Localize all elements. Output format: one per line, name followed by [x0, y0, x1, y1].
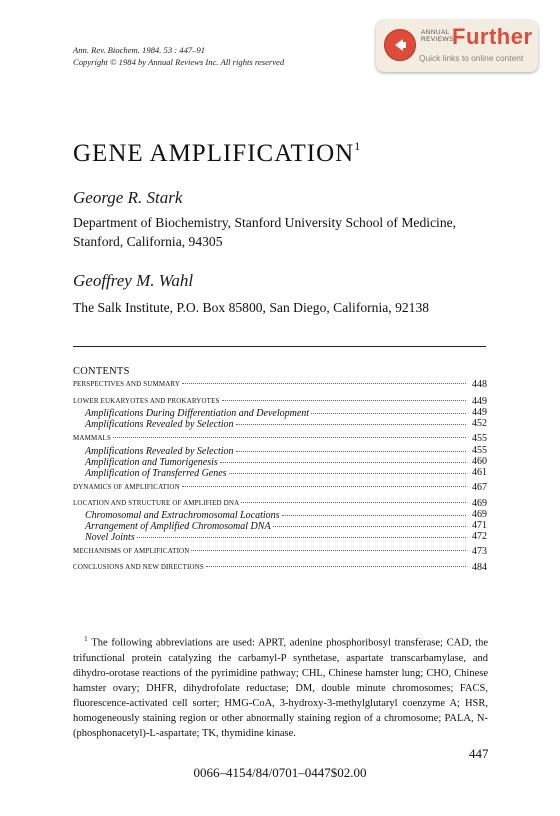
- toc-leader-dots: [229, 473, 466, 474]
- toc-entry[interactable]: [73, 380, 468, 391]
- speaker-arrow-icon: [384, 29, 416, 61]
- contents-heading: CONTENTS: [73, 366, 130, 377]
- article-title-text: GENE AMPLIFICATION: [73, 140, 355, 167]
- toc-page-number: 452: [472, 418, 487, 429]
- toc-entry[interactable]: [73, 408, 468, 419]
- article-title: [73, 139, 360, 168]
- toc-leader-dots: [222, 400, 466, 401]
- further-wordmark: Further: [452, 24, 533, 49]
- toc-leader-dots: [282, 515, 466, 516]
- toc-leader-dots: [273, 526, 466, 527]
- further-subtitle: Quick links to online content: [419, 53, 524, 63]
- toc-page-number: 472: [472, 531, 487, 542]
- toc-leader-dots: [241, 502, 466, 503]
- citation-line-1: Ann. Rev. Biochem. 1984. 53 : 447–91: [73, 45, 206, 55]
- toc-entry[interactable]: [73, 468, 468, 479]
- toc-page-number: 455: [472, 433, 487, 444]
- toc-entry-label: DYNAMICS OF AMPLIFICATION: [73, 483, 180, 491]
- toc-page-number: 471: [472, 520, 487, 531]
- contents-top-rule: [73, 346, 486, 347]
- toc-entry[interactable]: [73, 419, 468, 430]
- toc-leader-dots: [220, 462, 466, 463]
- affiliation-line: Stanford, California, 94305: [73, 233, 223, 249]
- author-name: George R. Stark: [73, 188, 183, 207]
- toc-page-number: 473: [472, 546, 487, 557]
- reviews-text: REVIEWS: [421, 36, 454, 43]
- toc-entry[interactable]: [73, 446, 468, 457]
- toc-page-number: 469: [472, 509, 487, 520]
- toc-entry-label: Amplifications During Differentiation and Development: [85, 408, 310, 419]
- toc-entry-label: Amplification of Transferred Genes: [85, 468, 227, 479]
- toc-leader-dots: [113, 437, 466, 438]
- fee-code: 0066–4154/84/0701–0447$02.00: [193, 765, 367, 780]
- affiliation-line: Department of Biochemistry, Stanford University School of Medicine,: [73, 215, 457, 230]
- author-name: Geoffrey M. Wahl: [73, 271, 194, 290]
- toc-page-number: 460: [472, 456, 487, 467]
- toc-entry-label: MAMMALS: [73, 434, 112, 442]
- toc-leader-dots: [206, 566, 466, 567]
- author-affiliation: [73, 299, 429, 318]
- toc-entry[interactable]: [73, 547, 468, 558]
- toc-entry-label: Amplifications Revealed by Selection: [85, 446, 234, 457]
- annual-reviews-label: [421, 29, 454, 43]
- toc-leader-dots: [137, 537, 466, 538]
- toc-entry-label: LOWER EUKARYOTES AND PROKARYOTES: [73, 397, 220, 405]
- toc-leader-dots: [236, 424, 466, 425]
- toc-page-number: 449: [472, 407, 487, 418]
- toc-entry[interactable]: [73, 521, 468, 532]
- toc-entry[interactable]: [73, 434, 468, 445]
- toc-entry-label: Arrangement of Amplified Chromosomal DNA: [85, 521, 271, 532]
- toc-page-number: 449: [472, 396, 487, 407]
- toc-entry[interactable]: [73, 483, 468, 494]
- toc-page-number: 448: [472, 379, 487, 390]
- toc-entry-label: MECHANISMS OF AMPLIFICATION: [73, 547, 190, 555]
- toc-page-number: 461: [472, 467, 487, 478]
- toc-entry-label: Amplification and Tumorigenesis: [85, 457, 218, 468]
- citation-line-2: Copyright © 1984 by Annual Reviews Inc. All rights reserved: [73, 57, 285, 67]
- toc-leader-dots: [182, 486, 466, 487]
- toc-entry-label: LOCATION AND STRUCTURE OF AMPLIFIED DNA: [73, 499, 240, 507]
- abbreviations-footnote: [73, 632, 488, 741]
- footnote-text: The following abbreviations are used: APRT, adenine phosphoribosyl transferase; CAD, the trifunctional protein catalyzing the carbamyl-P synthetase, aspartate transcarbamylase, and dihydro-orotase reactions of the pyrimidine pathway; CHL, Chinese hamster lung; CHO, Chinese hamster ovary; DHFR, dihydrofolate reductase; DM, double minute chromosomes; FACS, fluorescence-activated cell sorter; HMG-CoA, 3-hydroxy-3-methylglutaryl coenzyme A; HSR, homogeneously staining region or other abnormally staining region of a chromosome; PALA, N-(phosphonacetyl)-L-aspartate; TK, thymidine kinase.: [73, 637, 489, 739]
- author-affiliation: [73, 214, 456, 251]
- toc-page-number: 484: [472, 562, 487, 573]
- toc-page-number: 455: [472, 445, 487, 456]
- toc-leader-dots: [236, 451, 466, 452]
- toc-entry-label: Chromosomal and Extrachromosomal Locations: [85, 510, 280, 521]
- toc-entry[interactable]: [73, 397, 468, 408]
- toc-entry[interactable]: [73, 457, 468, 468]
- footnote-mark: 1: [84, 635, 88, 643]
- toc-entry[interactable]: [73, 563, 468, 574]
- toc-leader-dots: [311, 413, 466, 414]
- toc-entry[interactable]: [73, 499, 468, 510]
- toc-leader-dots: [191, 550, 466, 551]
- toc-page-number: 469: [472, 498, 487, 509]
- annual-reviews-further-badge[interactable]: [376, 20, 538, 72]
- page-number: 447: [469, 746, 489, 761]
- journal-citation: [73, 44, 284, 68]
- toc-entry-label: CONCLUSIONS AND NEW DIRECTIONS: [73, 563, 204, 571]
- toc-entry-label: Novel Joints: [85, 532, 135, 543]
- annual-text: ANNUAL: [421, 29, 450, 36]
- affiliation-line: The Salk Institute, P.O. Box 85800, San Diego, California, 92138: [73, 300, 430, 315]
- toc-entry-label: PERSPECTIVES AND SUMMARY: [73, 380, 181, 388]
- toc-entry[interactable]: [73, 532, 468, 543]
- toc-page-number: 467: [472, 482, 487, 493]
- toc-entry[interactable]: [73, 510, 468, 521]
- toc-entry-label: Amplifications Revealed by Selection: [85, 419, 234, 430]
- title-footnote-mark: 1: [354, 139, 361, 153]
- toc-leader-dots: [182, 383, 466, 384]
